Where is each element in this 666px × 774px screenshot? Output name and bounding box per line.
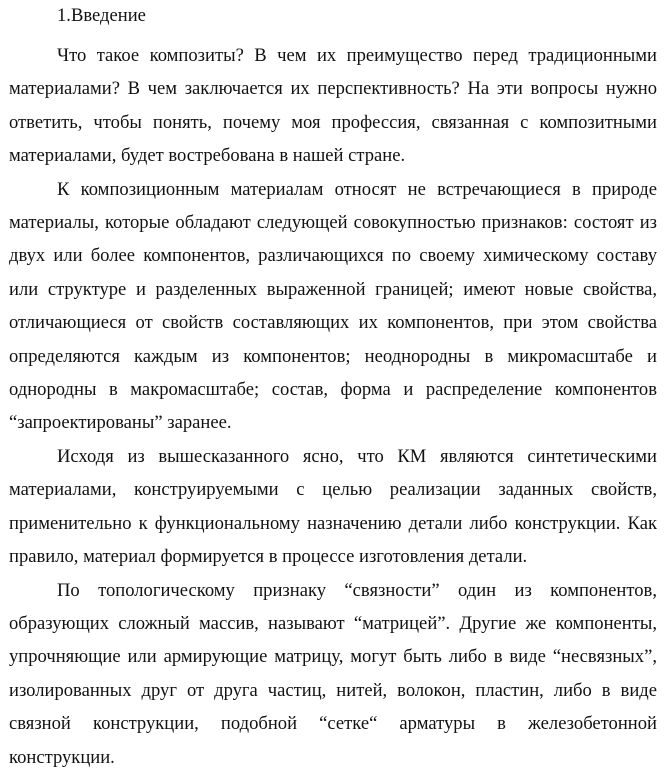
paragraph-matrix: По топологическому признаку “связности” один из компонентов, образующих сложный массив, называют “матрицей”. Другие же компоненты, упрочняющие или армирующие матрицу, могут быть либо в виде “несвязных”, изолированных друг от друга частиц, нитей, волокон, пластин, либо в виде связной конструкции, подобной “сетке“ арматуры в железобетонной конструкции. [9,579,657,768]
paragraph-synthetic: Исходя из вышесказанного ясно, что КМ являются синтетическими материалами, конструируемыми с целью реализации заданных свойств, применительно к функциональному назначению детали либо конструкции. Как правило, материал формируется в процессе изготовления детали. [9,445,657,568]
body-text [9,39,657,774]
section-heading: 1.Введение [57,5,146,26]
paragraph-definition: К композиционным материалам относят не встречающиеся в природе материалы, которые обладают следующей совокупностью признаков: состоят из двух или более компонентов, различающихся по своему химическому составу или структуре и разделенных выраженной границей; имеют новые свойства, отличающиеся от свойств составляющих их компонентов, при этом свойства определяются каждым из компонентов; неоднородны в микромасштабе и однородны в макромасштабе; состав, форма и распределение компонентов “запроектированы” заранее. [9,178,657,434]
paragraph-intro: Что такое композиты? В чем их преимущество перед традиционными материалами? В чем заключается их перспективность? На эти вопросы нужно ответить, чтобы понять, почему моя профессия, связанная с композитными материалами, будет востребована в нашей стране. [9,45,657,167]
